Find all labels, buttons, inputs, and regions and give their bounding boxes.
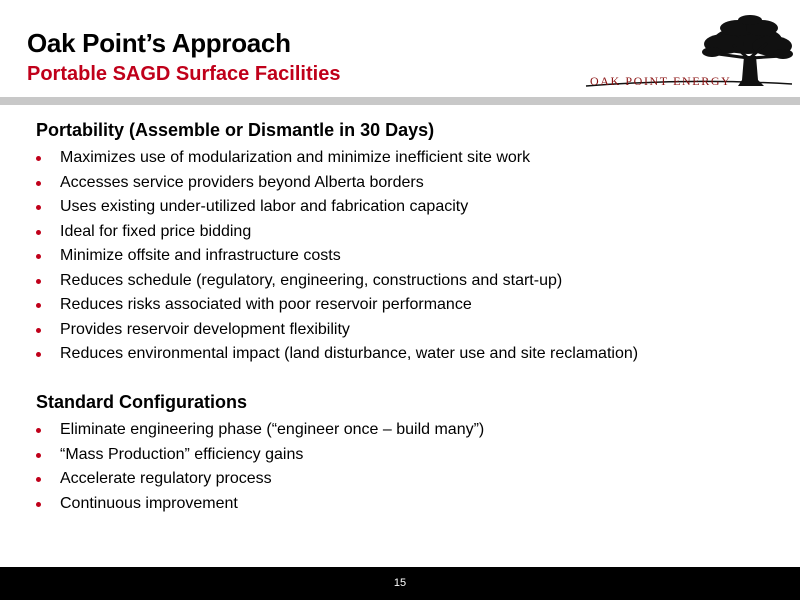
standard-configurations-list [36, 418, 484, 516]
bullet-dot-icon [36, 428, 41, 433]
list-item: Uses existing under-utilized labor and fabrication capacity [36, 195, 638, 220]
bullet-dot-icon [36, 477, 41, 482]
bullet-dot-icon [36, 328, 41, 333]
section-heading-portability: Portability (Assemble or Dismantle in 30 Days) [36, 120, 435, 140]
slide-subtitle: Portable SAGD Surface Facilities [27, 63, 341, 85]
portability-list [36, 146, 638, 367]
list-item: “Mass Production” efficiency gains [36, 443, 484, 468]
section-heading-standard-configurations: Standard Configurations [36, 392, 247, 412]
company-logo [578, 14, 800, 100]
bullet-dot-icon [36, 254, 41, 259]
bullet-dot-icon [36, 279, 41, 284]
header-divider [0, 97, 800, 105]
list-item: Eliminate engineering phase (“engineer once – build many”) [36, 418, 484, 443]
list-item: Ideal for fixed price bidding [36, 220, 638, 245]
bullet-dot-icon [36, 156, 41, 161]
slide-title: Oak Point’s Approach [27, 28, 291, 58]
page-number: 15 [393, 577, 407, 589]
footer-bar [0, 567, 800, 600]
bullet-dot-icon [36, 303, 41, 308]
list-item: Accesses service providers beyond Alberta borders [36, 171, 638, 196]
list-item: Minimize offsite and infrastructure costs [36, 244, 638, 269]
list-item: Provides reservoir development flexibility [36, 318, 638, 343]
list-item: Reduces risks associated with poor reservoir performance [36, 293, 638, 318]
list-item: Reduces environmental impact (land disturbance, water use and site reclamation) [36, 342, 638, 367]
bullet-dot-icon [36, 352, 41, 357]
logo-text: OAK POINT ENERGY [590, 74, 732, 88]
bullet-dot-icon [36, 181, 41, 186]
list-item: Maximizes use of modularization and minimize inefficient site work [36, 146, 638, 171]
bullet-dot-icon [36, 502, 41, 507]
list-item: Accelerate regulatory process [36, 467, 484, 492]
list-item: Reduces schedule (regulatory, engineering, constructions and start-up) [36, 269, 638, 294]
bullet-dot-icon [36, 230, 41, 235]
bullet-dot-icon [36, 205, 41, 210]
list-item: Continuous improvement [36, 492, 484, 517]
bullet-dot-icon [36, 453, 41, 458]
